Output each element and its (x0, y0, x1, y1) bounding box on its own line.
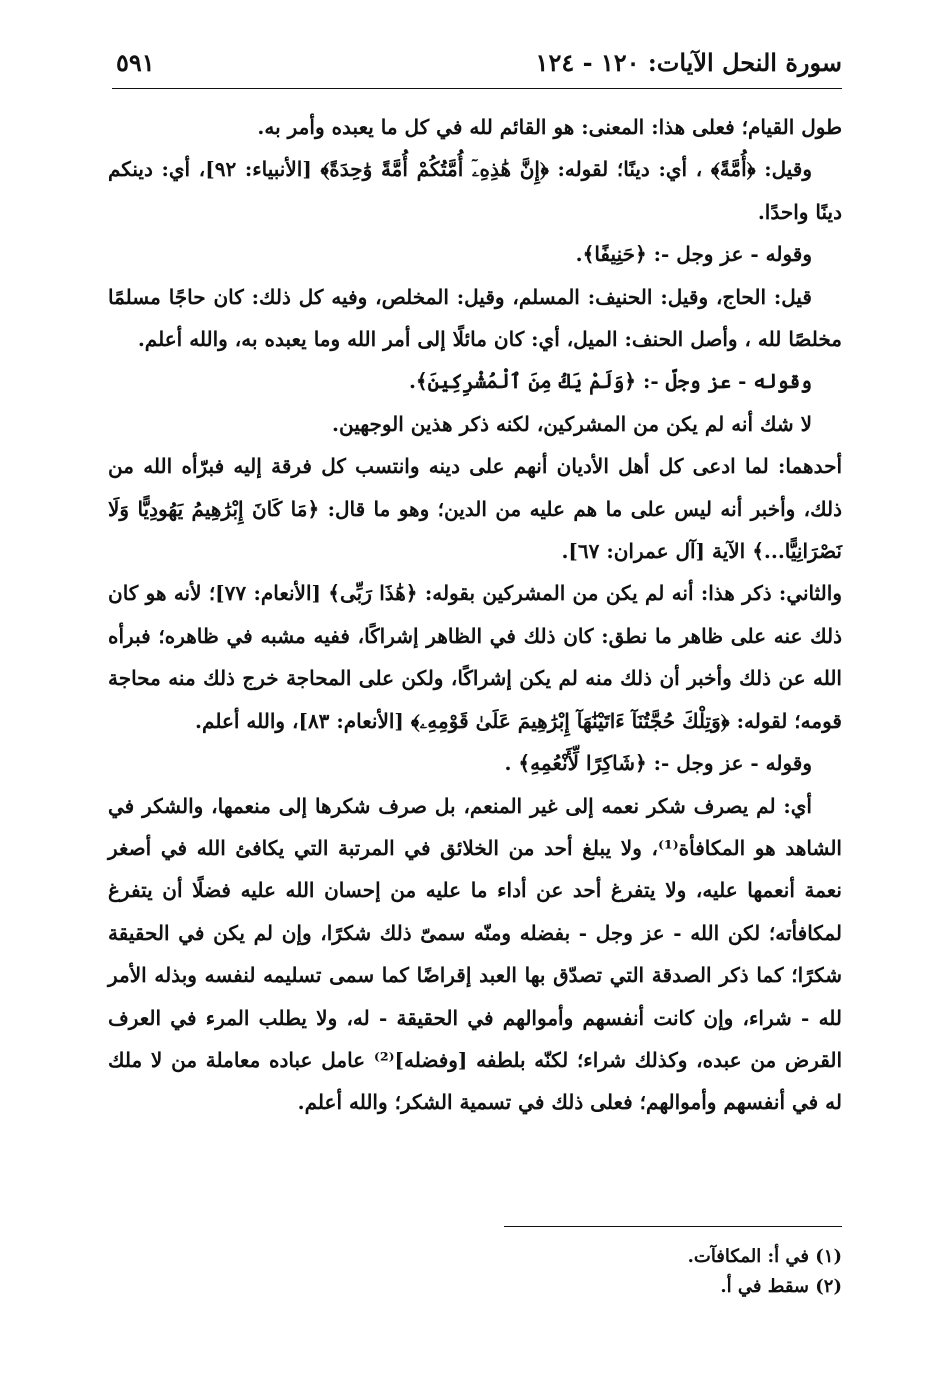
page-number: ٥٩١ (116, 48, 155, 77)
paragraph: لا شك أنه لم يكن من المشركين، لكنه ذكر هذين الوجهين. (332, 411, 812, 436)
running-header (112, 44, 842, 89)
surah-title: سورة النحل الآيات: ١٢٠ - ١٢٤ (535, 48, 842, 77)
footnote: (١) في أ: المكافآت. (687, 1246, 842, 1267)
main-text (108, 106, 842, 1124)
footnote: (٢) سقط في أ. (720, 1276, 842, 1297)
paragraph: قيل: الحاج، وقيل: الحنيف: المسلم، وقيل: المخلص، وفيه كل ذلك: كان حاجًا مسلمًا مخلصًا لله ، وأصل الحنف: الميل، أي: كان مائلًا إلى أمر الله وما يعبده به، والله أعلم. (108, 284, 842, 352)
footnote-divider (504, 1226, 842, 1227)
paragraph: أي: لم يصرف شكر نعمه إلى غير المنعم، بل صرف شكرها إلى منعمها، والشكر في الشاهد هو المكافأة⁽¹⁾، ولا يبلغ أحد من الخلائق في المرتبة التي يكافئ الله في أصغر نعمة أنعمها عليه، ولا يتفرغ أحد عن أداء ما عليه من إحسان الله عليه فضلًا أن يتفرغ لمكافأته؛ لكن الله - عز وجل - بفضله ومنّه سمىّ ذلك شكرًا، وإن لم يكن في الحقيقة شكرًا؛ كما ذكر الصدقة التي تصدّق بها العبد إقراضًا كما سمى تسليمه لنفسه وبذله الأمر لله - شراء، وإن كانت أنفسهم وأموالهم في الحقيقة - له، ولا يطلب المرء في العرف القرض من عبده، وكذلك شراء؛ لكنّه بلطفه [وفضله]⁽²⁾ عامل عباده معاملة من لا ملك له في أنفسهم وأموالهم؛ فعلى ذلك في تسمية الشكر؛ والله أعلم. (108, 793, 842, 1115)
footnotes (300, 1242, 842, 1302)
paragraph: طول القيام؛ فعلى هذا: المعنى: هو القائم لله في كل ما يعبده وأمر به. (257, 115, 842, 139)
paragraph: وقيل: ﴿أُمَّةً﴾ ، أي: دينًا؛ لقوله: ﴿إِنَّ هَٰذِهِۦٓ أُمَّتُكُمْ أُمَّةً وَٰحِدَةً﴾ [الأنبياء: ٩٢]، أي: دينكم دينًا واحدًا. (108, 157, 842, 224)
paragraph: أحدهما: لما ادعى كل أهل الأديان أنهم على دينه وانتسب كل فرقة إليه فبرّأه الله من ذلك، وأخبر أنه ليس على ما هم عليه من الدين؛ وهو ما قال: ﴿مَا كَانَ إِبْرَٰهِيمُ يَهُودِيًّا وَلَا نَصْرَانِيًّا...﴾ الآية [آل عمران: ٦٧]. (108, 454, 842, 564)
paragraph: وقوله - عز وجل -: ﴿شَاكِرًا لِّأَنْعُمِهِ﴾ . (504, 751, 812, 776)
paragraph: وقوله - عز وجل -: ﴿حَنِيفًا﴾. (575, 242, 812, 267)
paragraph: وقوله - عز وجلّ -: ﴿وَلَمْ يَكُ مِنَ ٱلْمُشْرِكِينَ﴾. (408, 369, 812, 394)
paragraph: والثاني: ذكر هذا: أنه لم يكن من المشركين بقوله: ﴿هَٰذَا رَبِّى﴾ [الأنعام: ٧٧]؛ لأنه هو كان ذلك عنه على ظاهر ما نطق: كان ذلك في الظاهر إشراكًا، ففيه مشبه في ظاهره؛ فبرأه الله عن ذلك وأخبر أن ذلك منه لم يكن إشراكًا، ولكن على المحاجة خرج ذلك منه محاجة قومه؛ لقوله: ﴿وَتِلْكَ حُجَّتُنَآ ءَاتَيْنَٰهَآ إِبْرَٰهِيمَ عَلَىٰ قَوْمِهِۦ﴾ [الأنعام: ٨٣]، والله أعلم. (108, 581, 842, 733)
